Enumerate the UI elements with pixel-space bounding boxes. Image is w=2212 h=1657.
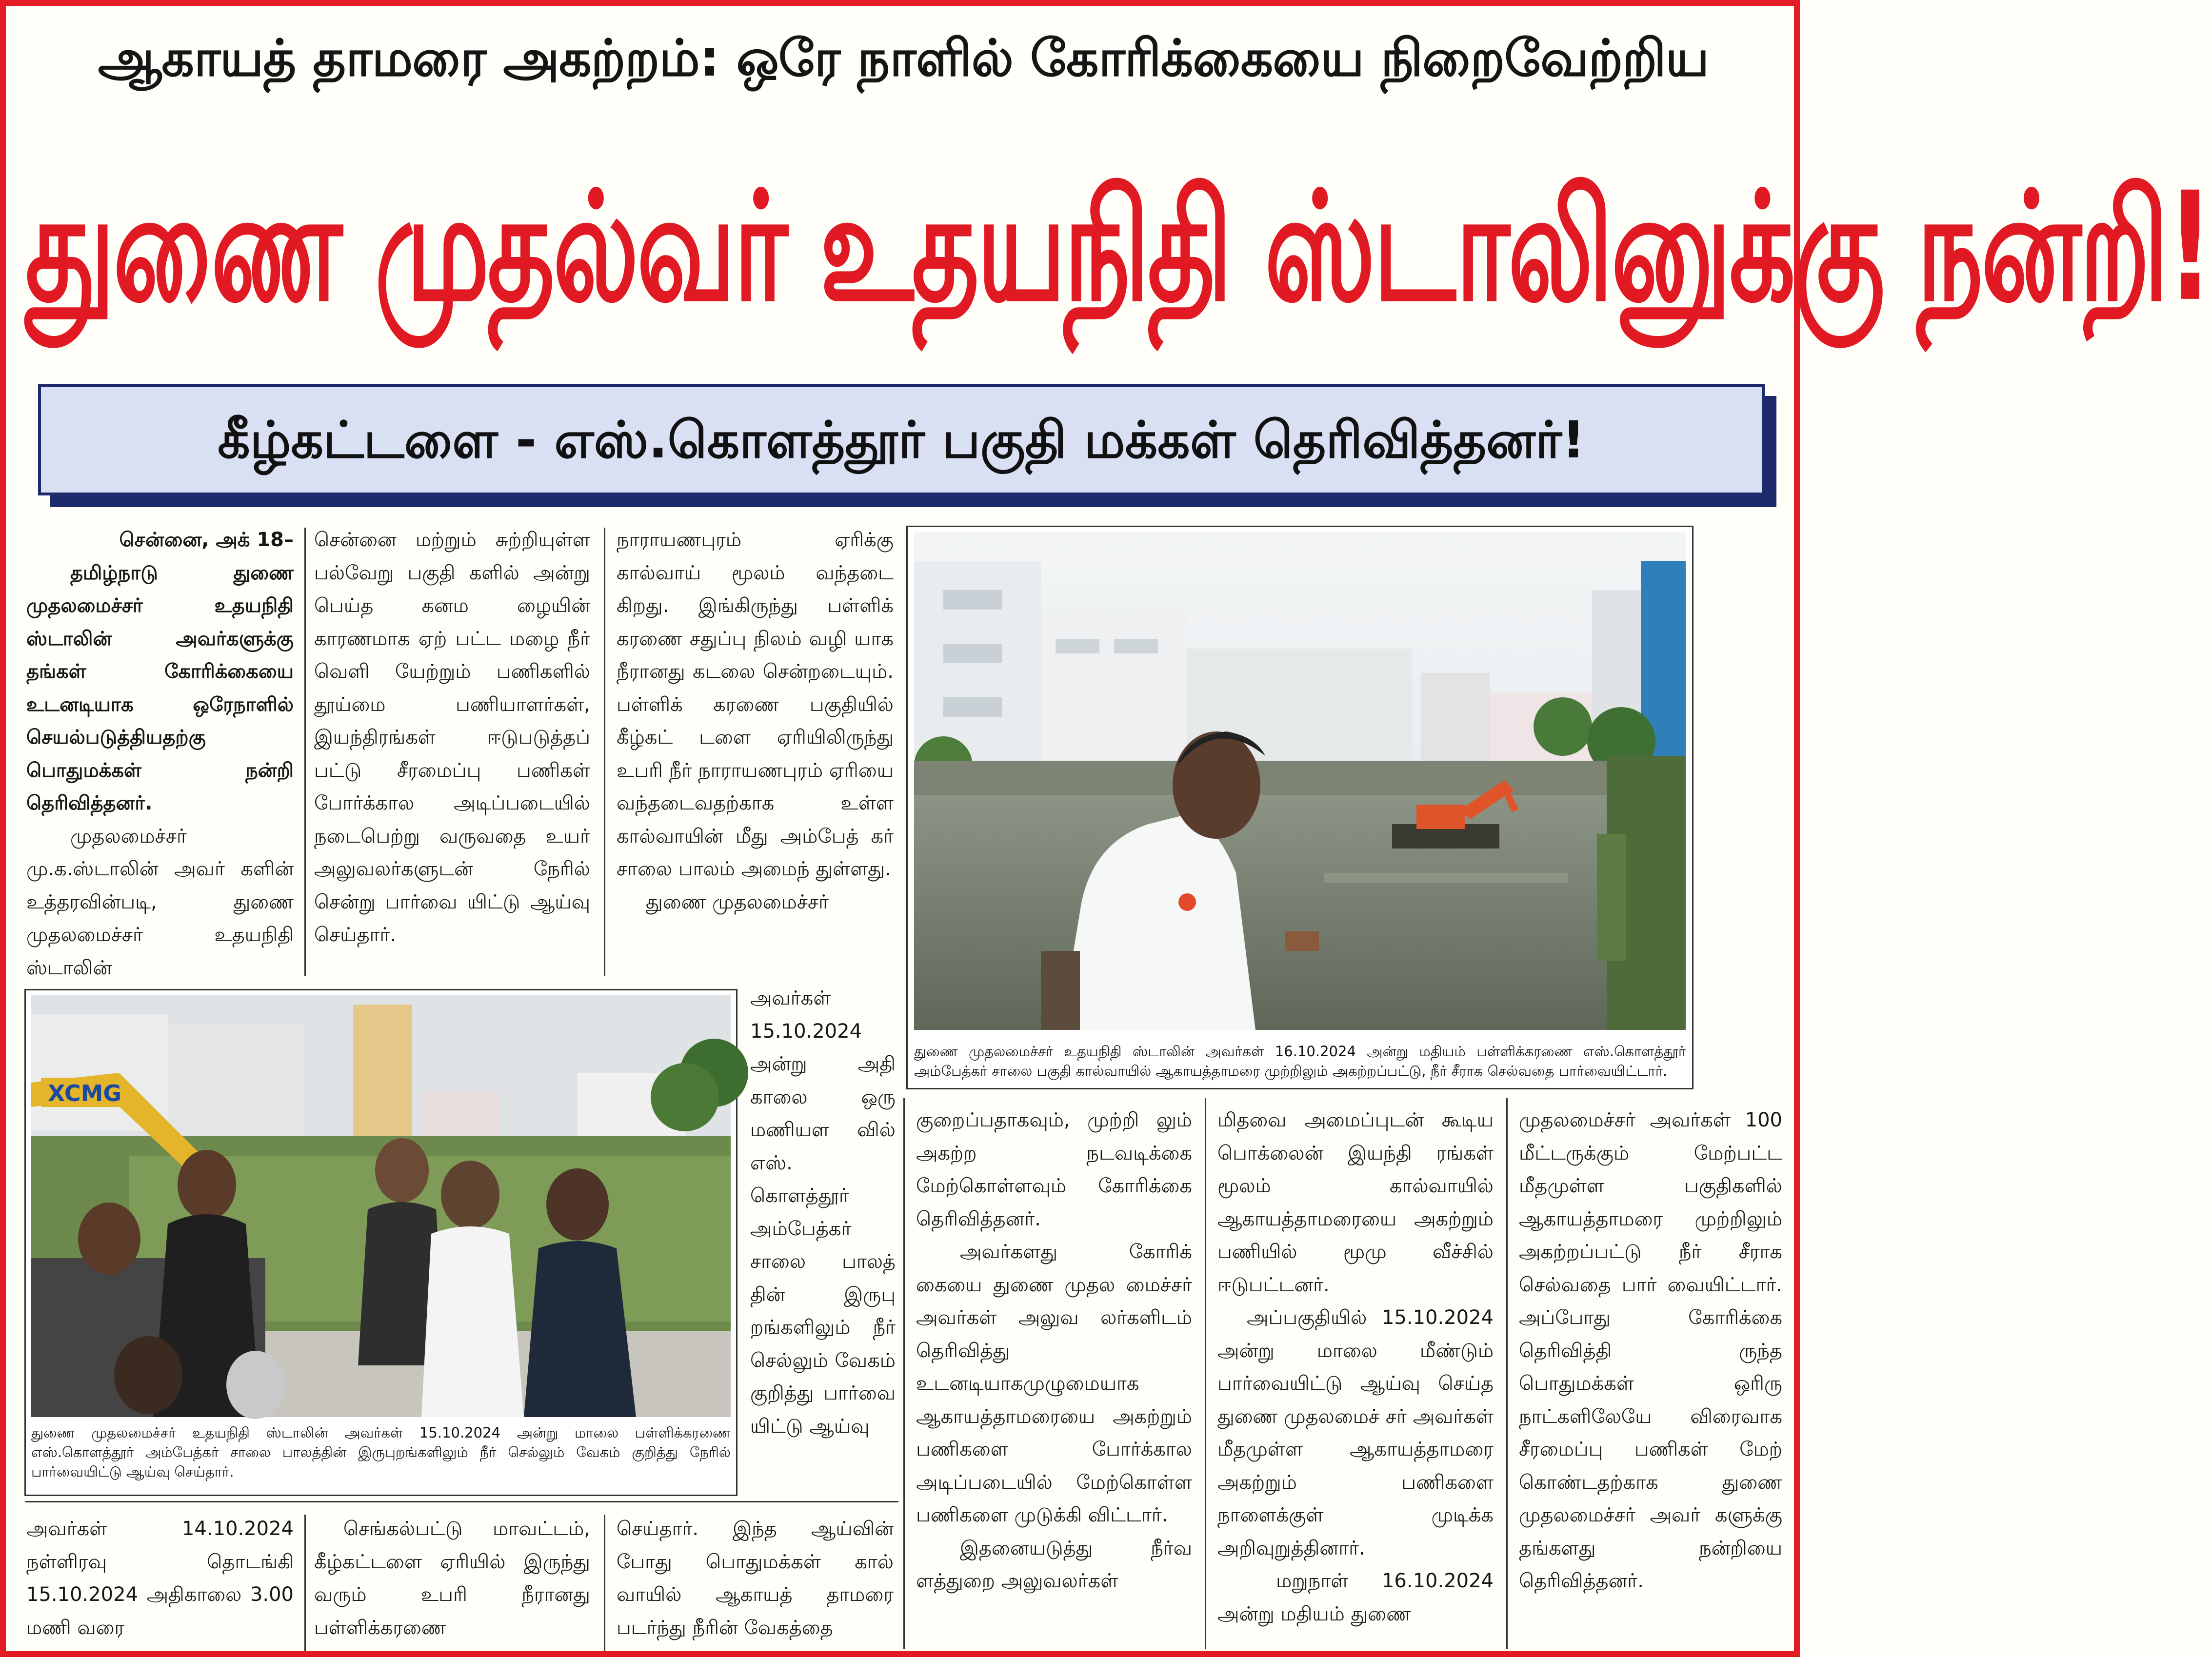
paragraph: செங்கல்பட்டு மாவட்டம், கீழ்கட்டளை ஏரியில் இருந்து வரும் உபரி நீரானது பள்ளிக்கரணை: [314, 1518, 590, 1639]
column-rule: [604, 528, 605, 976]
kicker-headline: ஆகாயத் தாமரை அகற்றம்: ஒரே நாளில் கோரிக்கையை நிறைவேற்றிய: [98, 28, 1709, 88]
subheadline: கீழ்கட்டளை - எஸ்.கொளத்தூர் பகுதி மக்கள் தெரிவித்தனர்!: [38, 384, 1765, 495]
column-2-bottom: [314, 1513, 590, 1649]
column-2-top: [314, 524, 590, 982]
photo-left-caption: துணை முதலமைச்சர் உதயநிதி ஸ்டாலின் அவர்கள் 15.10.2024 அன்று மாலை பள்ளிக்கரணை எஸ்.கொளத்தூர் அம்பேத்கர் சாலை பாலத்தின் இருபுறங்களிலும் நீர் செல்லும் வேகம் குறித்து நேரில் பார்வையிட்டு ஆய்வு செய்தார்.: [31, 1424, 731, 1480]
column-rule: [903, 1098, 905, 1649]
column-5: [1217, 1104, 1494, 1650]
paragraph: அவர்கள் 14.10.2024 நள்ளிரவு தொடங்கி 15.10.2024 அதிகாலை 3.00 மணி வரை: [26, 1518, 294, 1639]
column-1-top: [26, 524, 294, 982]
paragraph: சென்னை மற்றும் சுற்றியுள்ள பல்வேறு பகுதி களில் அன்று பெய்த கனம ழையின் காரணமாக ஏற் பட்ட மழை நீர் வெளி யேற்றும் பணிகளில் தூய்மை பணியாளர்கள், இயந்திரங்கள் ஈடுபடுத்தப் பட்டு சீரமைப்பு பணிகள் போர்க்கால அடிப்படையில் நடைபெற்று வருவதை உயர் அலுவலர்களுடன் நேரில் சென்று பார்வை யிட்டு ஆய்வு செய்தார்.: [314, 529, 590, 946]
paragraph: இதனையடுத்து நீர்வ ளத்துறை அலுவலர்கள்: [916, 1537, 1192, 1592]
paragraph: முதலமைச்சர் மு.க.ஸ்டாலின் அவர் களின் உத்தரவின்படி, துணை முதலமைச்சர் உதயநிதி ஸ்டாலின்: [26, 825, 294, 979]
inspection-photo-illustration: [31, 995, 731, 1417]
column-rule: [604, 1515, 605, 1651]
column-3-top: [617, 524, 894, 992]
dateline: சென்னை, அக் 18–: [119, 529, 294, 551]
column-rule: [304, 1515, 306, 1651]
paragraph: அவர்கள் 15.10.2024 அன்று அதி காலை ஒரு மணியள வில் எஸ். கொளத்தூர் அம்பேத்கர் சாலை பாலத் தின் இருபு றங்களிலும் நீர் செல்லும் வேகம் குறித்து பார்வை யிட்டு ஆய்வு: [750, 987, 896, 1438]
canal-photo-illustration: [914, 532, 1686, 1030]
column-rule: [1205, 1098, 1206, 1649]
excavator-brand-text: XCMG: [48, 1080, 122, 1106]
column-rule: [1506, 1098, 1508, 1649]
paragraph: அப்பகுதியில் 15.10.2024 அன்று மாலை மீண்டும் பார்வையிட்டு ஆய்வு செய்த துணை முதலமைச் சர் அவர்கள் மீதமுள்ள ஆகாயத்தாமரை அகற்றும் பணிகளை நாளைக்குள் முடிக்க அறிவுறுத்தினார்.: [1217, 1306, 1494, 1559]
column-6: [1519, 1104, 1782, 1650]
paragraph: துணை முதலமைச்சர்: [646, 890, 829, 913]
section-rule: [25, 1501, 898, 1502]
paragraph: முதலமைச்சர் அவர்கள் 100 மீட்டருக்கும் மேற்பட்ட மீதமுள்ள பகுதிகளில் ஆகாயத்தாமரை முற்றிலும் அகற்றப்பட்டு நீர் சீராக செல்வதை பார் வையிட்டார். அப்போது கோரிக்கை தெரிவித்தி ருந்த பொதுமக்கள் ஒரிரு நாட்களிலேயே விரைவாக சீரமைப்பு பணிகள் மேற் கொண்டதற்காக துணை முதலமைச்சர் அவர் களுக்கு தங்களது நன்றியை தெரிவித்தனர்.: [1519, 1109, 1782, 1592]
paragraph: செய்தார். இந்த ஆய்வின் போது பொதுமக்கள் கால் வாயில் ஆகாயத் தாமரை படர்ந்து நீரின் வேகத்தை: [617, 1518, 894, 1639]
column-3-narrow: [750, 982, 896, 1507]
column-3-bottom: [617, 1513, 894, 1649]
main-headline: துணை முதல்வர் உதயநிதி ஸ்டாலினுக்கு நன்றி!: [25, 159, 2212, 335]
lead-paragraph: தமிழ்நாடு துணை முதலமைச்சர் உதயநிதி ஸ்டாலின் அவர்களுக்கு தங்கள் கோரிக்கையை உடனடியாக ஒரேநாளில் செயல்படுத்தியதற்கு பொதுமக்கள் நன்றி தெரிவித்தனர்.: [26, 561, 294, 814]
column-rule: [304, 528, 306, 976]
paragraph: அவர்களது கோரிக் கையை துணை முதல மைச்சர் அவர்கள் அலுவ லர்களிடம் தெரிவித்து உடனடியாகமுழுமையாக ஆகாயத்தாமரையை அகற்றும் பணிகளை போர்க்கால அடிப்படையில் மேற்கொள்ள பணிகளை முடுக்கி விட்டார்.: [916, 1241, 1192, 1526]
column-4: [916, 1104, 1192, 1650]
paragraph: நாராயணபுரம் ஏரிக்கு கால்வாய் மூலம் வந்தடை கிறது. இங்கிருந்து பள்ளிக் கரணை சதுப்பு நிலம் வழி யாக நீரானது கடலை சென்றடையும். பள்ளிக் கரணை பகுதியில் கீழ்கட் டளை ஏரியிலிருந்து உபரி நீர் நாராயணபுரம் ஏரியை வந்தடைவதற்காக உள்ள கால்வாயின் மீது அம்பேத் கர் சாலை பாலம் அமைந் துள்ளது.: [617, 529, 894, 880]
column-1-bottom: [26, 1513, 294, 1649]
photo-left: [31, 995, 731, 1417]
paragraph: மறுநாள் 16.10.2024 அன்று மதியம் துணை: [1217, 1570, 1494, 1625]
photo-right: [914, 532, 1686, 1030]
paragraph: மிதவை அமைப்புடன் கூடிய பொக்லைன் இயந்தி ரங்கள் மூலம் கால்வாயில் ஆகாயத்தாமரையை அகற்றும் பணியில் மூமு வீச்சில் ஈடுபட்டனர்.: [1217, 1109, 1494, 1296]
paragraph: குறைப்பதாகவும், முற்றி லும் அகற்ற நடவடிக்கை மேற்கொள்ளவும் கோரிக்கை தெரிவித்தனர்.: [916, 1109, 1192, 1230]
photo-right-caption: துணை முதலமைச்சர் உதயநிதி ஸ்டாலின் அவர்கள் 16.10.2024 அன்று மதியம் பள்ளிக்கரணை எஸ்.கொளத்தூர் அம்பேத்கர் சாலை பகுதி கால்வாயில் ஆகாயத்தாமரை முற்றிலும் அகற்றப்பட்டு, நீர் சீராக செல்வதை பார்வையிட்டார்.: [914, 1043, 1686, 1079]
